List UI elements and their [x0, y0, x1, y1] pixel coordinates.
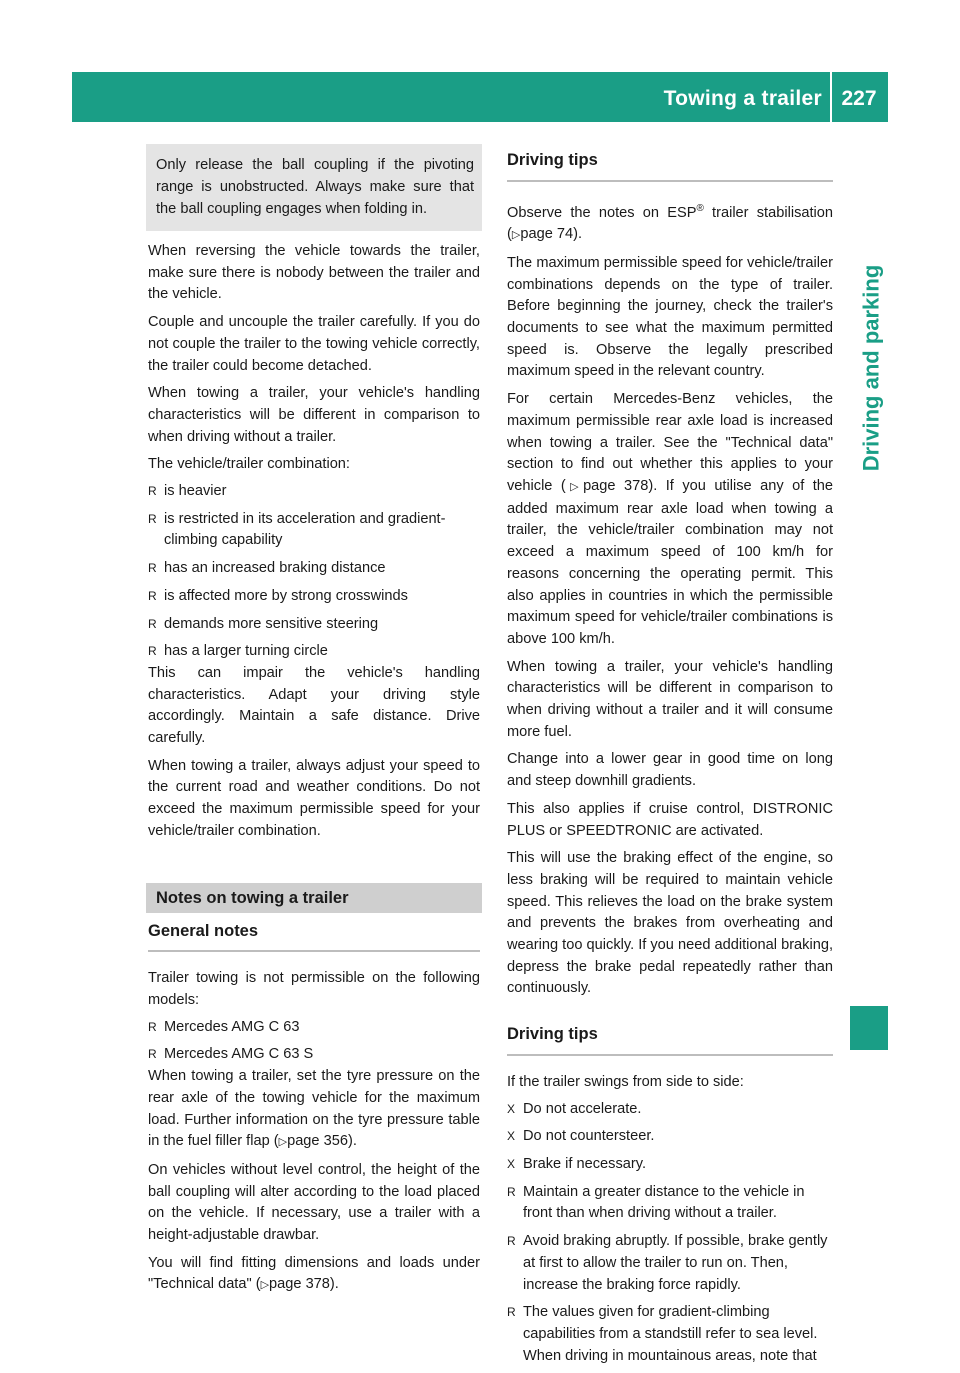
bullet-icon: R: [148, 561, 157, 576]
list-item: R has a larger turning circle: [148, 641, 480, 663]
paragraph: When reversing the vehicle towards the trailer, make sure there is nobody between the trailer and the vehicle.: [148, 243, 480, 303]
list-item: R is restricted in its acceleration and gradient-climbing capability: [148, 510, 446, 549]
sub-heading: Driving tips: [507, 150, 833, 182]
side-chapter-label: [843, 178, 899, 558]
running-header-title: Towing a trailer: [663, 87, 822, 110]
bullet-icon: R: [148, 616, 157, 631]
page-ref-arrow-icon: ▷: [260, 1279, 270, 1292]
list-item: R The values given for gradient-climbing capabilities from a standstill refer to sea level. When driving in mountainous areas, note that: [507, 1304, 818, 1364]
page-ref-arrow-icon: ▷: [278, 1136, 288, 1149]
page-reference-link[interactable]: page 378: [269, 1276, 330, 1293]
page-number: 227: [841, 87, 877, 110]
page-ref-arrow-icon: ▷: [511, 229, 521, 242]
bullet-icon: R: [148, 1047, 157, 1062]
list-item: R Maintain a greater distance to the vehicle in front than when driving without a trailer.: [507, 1183, 805, 1222]
bullet-icon: R: [148, 1019, 157, 1034]
tips-list: [507, 1182, 833, 1368]
page-reference-link[interactable]: page 356: [287, 1133, 348, 1150]
note-box: Only release the ball coupling if the pivoting range is unobstructed. Always make sure that the ball coupling engages when folding in.: [146, 144, 482, 231]
list-item: R Avoid braking abruptly. If possible, brake gently at first to allow the trailer to run on. Then, increase the braking force rapidly.: [507, 1233, 828, 1293]
page-reference-link[interactable]: page 74: [520, 226, 574, 243]
step-item: X Brake if necessary.: [507, 1154, 833, 1176]
paragraph: This also applies if cruise control, DISTRONIC PLUS or SPEEDTRONIC are activated.: [507, 800, 833, 839]
bullet-icon: R: [148, 644, 157, 659]
bullet-icon: R: [507, 1234, 516, 1249]
list-item: R is affected more by strong crosswinds: [148, 586, 480, 608]
models-list: [148, 1017, 480, 1066]
step-marker-icon: X: [507, 1129, 516, 1144]
paragraph: When towing a trailer, always adjust your speed to the current road and weather conditions. Do not exceed the maximum permissible speed for your vehicle/trailer combination.: [148, 757, 480, 839]
bullet-icon: R: [507, 1305, 516, 1320]
step-item: X Do not accelerate.: [507, 1099, 833, 1121]
bullet-icon: R: [507, 1184, 516, 1199]
paragraph: This can impair the vehicle's handling characteristics. Adapt your driving style accordingly. Maintain a safe distance. Drive carefully.: [148, 664, 480, 747]
sub-heading: Driving tips: [507, 1024, 833, 1056]
paragraph: The maximum permissible speed for vehicle/trailer combinations depends on the type of trailer. Before beginning the journey, check the trailer's documents to see what the maximum permitted speed is. Observe the legally prescribed maximum speed in the relevant country.: [507, 254, 833, 380]
paragraph: When towing a trailer, your vehicle's handling characteristics will be different in comparison to when driving without a trailer and it will consume more fuel.: [507, 658, 833, 740]
paragraph: On vehicles without level control, the height of the ball coupling will alter according to the load placed on the vehicle. If necessary, use a trailer with a height-adjustable drawbar.: [148, 1161, 480, 1244]
right-column: [507, 144, 833, 1373]
paragraph: Observe the notes on ESP® trailer stabilisation (▷page 74).: [507, 202, 834, 243]
steps-list: [507, 1099, 833, 1176]
step-marker-icon: X: [507, 1156, 516, 1171]
paragraph: The vehicle/trailer combination:: [148, 456, 350, 473]
page-reference-link[interactable]: page 378: [583, 478, 649, 494]
paragraph: Trailer towing is not permissible on the following models:: [148, 970, 480, 1008]
sub-heading: General notes: [148, 921, 480, 953]
paragraph: If the trailer swings from side to side:: [507, 1073, 744, 1090]
paragraph: You will find fitting dimensions and loads under "Technical data" (▷page 378).: [148, 1254, 480, 1293]
list-item: R Mercedes AMG C 63 S: [148, 1044, 480, 1066]
bullet-icon: R: [148, 511, 157, 526]
combination-list: [148, 481, 480, 663]
bullet-icon: R: [148, 484, 157, 499]
paragraph: Change into a lower gear in good time on long and steep downhill gradients.: [507, 751, 833, 790]
step-marker-icon: X: [507, 1101, 516, 1116]
left-column: [148, 144, 480, 1297]
step-item: X Do not countersteer.: [507, 1126, 833, 1148]
side-chapter-text: Driving and parking: [858, 264, 883, 472]
list-item: R is heavier: [148, 481, 480, 503]
list-item: R demands more sensitive steering: [148, 614, 480, 636]
paragraph: For certain Mercedes-Benz vehicles, the maximum permissible rear axle load is increased when towing a trailer. See the "Technical data" section to find out whether this applies to your vehicle (▷page 378). If you utilise any of the added maximum rear axle load when towing a trailer, the vehicle/trailer combination may not exceed a maximum speed of 100 km/h for reasons concerning the operating permit. This also applies in countries in which the permissible maximum speed for vehicle/trailer combinations is above 100 km/h.: [507, 391, 834, 647]
list-item: R has an increased braking distance: [148, 558, 480, 580]
paragraph: When towing a trailer, your vehicle's handling characteristics will be different in comparison to when driving without a trailer.: [148, 385, 480, 445]
header-divider: [830, 72, 832, 122]
list-item: R Mercedes AMG C 63: [148, 1017, 480, 1039]
chapter-thumb-tab: [850, 1006, 888, 1050]
paragraph: When towing a trailer, set the tyre pressure on the rear axle of the towing vehicle for the maximum load. Further information on the tyre pressure table in the fuel filler flap (▷page 356).: [148, 1068, 480, 1150]
paragraph: This will use the braking effect of the engine, so less braking will be required to maintain vehicle speed. This relieves the load on the brake system and prevents the brakes from overheating and wearing too quickly. If you need additional braking, depress the brake pedal repeatedly rather than continuously.: [507, 850, 833, 997]
section-heading: Notes on towing a trailer: [146, 883, 482, 913]
bullet-icon: R: [148, 588, 157, 603]
paragraph: Couple and uncouple the trailer carefully. If you do not couple the trailer to the towing vehicle correctly, the trailer could become detached.: [148, 314, 480, 374]
page-ref-arrow-icon: ▷: [565, 481, 584, 493]
